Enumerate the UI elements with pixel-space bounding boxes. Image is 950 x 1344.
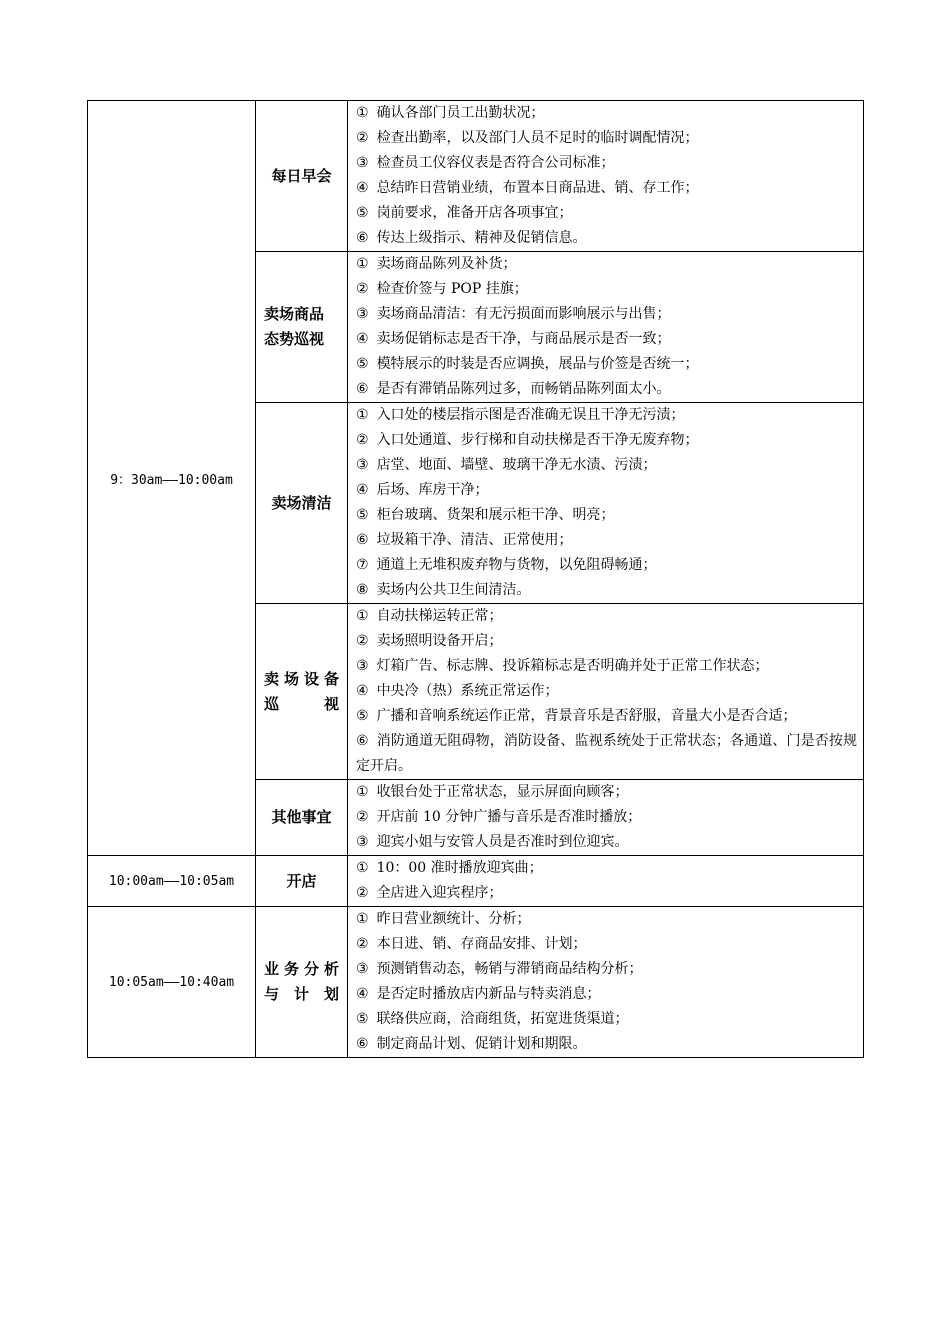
item-text: 卖场商品陈列及补货； [376,256,517,272]
task-name-cell [256,101,348,252]
item-number: ③ [356,457,369,473]
task-detail-cell [348,604,864,780]
detail-item [356,252,857,277]
detail-item [356,729,857,779]
detail-item [356,578,857,603]
task-name-line: 每日早会 [271,166,332,185]
item-number: ④ [356,180,369,196]
detail-item [356,453,857,478]
detail-item [356,428,857,453]
table-row [88,101,864,252]
detail-item [356,327,857,352]
detail-item [356,932,857,957]
task-name-line: 业务分析 [264,960,339,978]
detail-item [356,528,857,553]
item-text: 模特展示的时装是否应调换，展品与价签是否统一； [376,356,699,372]
item-number: ⑥ [356,532,369,548]
item-number: ③ [356,658,369,674]
item-number: ⑤ [356,708,369,724]
task-name-cell [256,403,348,604]
item-number: ④ [356,986,369,1002]
task-name-line: 态势巡视 [264,330,325,348]
item-number: ③ [356,155,369,171]
item-text: 卖场促销标志是否干净，与商品展示是否一致； [376,331,671,347]
detail-item [356,176,857,201]
table-row [88,856,864,907]
task-name-cell [256,604,348,780]
item-number: ⑥ [356,381,369,397]
item-number: ④ [356,331,369,347]
item-text: 中央冷（热）系统正常运作； [376,683,559,699]
detail-item [356,629,857,654]
item-text: 入口处的楼层指示图是否准确无误且干净无污渍； [376,407,685,423]
item-text: 传达上级指示、精神及促销信息。 [376,230,587,246]
item-text: 是否有滞销品陈列过多，而畅销品陈列面太小。 [376,381,671,397]
detail-item [356,126,857,151]
item-number: ② [356,809,369,825]
item-text: 灯箱广告、标志牌、投诉箱标志是否明确并处于正常工作状态； [376,658,769,674]
item-number: ③ [356,306,369,322]
item-text: 昨日营业额统计、分析； [376,911,531,927]
detail-item [356,805,857,830]
detail-item [356,277,857,302]
item-number: ② [356,281,369,297]
item-number: ④ [356,482,369,498]
item-text: 自动扶梯运转正常； [376,608,503,624]
item-text: 制定商品计划、促销计划和期限。 [376,1036,587,1052]
detail-item [356,201,857,226]
item-text: 后场、库房干净； [376,482,489,498]
item-text: 联络供应商，洽商组货，拓宽进货渠道； [376,1011,629,1027]
detail-item [356,377,857,402]
item-text: 消防通道无阻碍物，消防设备、监视系统处于正常状态；各通道、门是否按规定开启。 [356,733,857,774]
item-number: ⑤ [356,205,369,221]
item-number: ② [356,885,369,901]
item-number: ⑤ [356,356,369,372]
task-detail-cell [348,856,864,907]
detail-item [356,957,857,982]
detail-item [356,780,857,805]
item-number: ① [356,407,369,423]
detail-item [356,1032,857,1057]
item-number: ② [356,130,369,146]
item-text: 预测销售动态，畅销与滞销商品结构分析； [376,961,643,977]
time-slot-cell: 10:00am——10:05am [88,856,256,907]
item-text: 卖场商品清洁：有无污损面而影响展示与出售； [376,306,671,322]
item-text: 总结昨日营销业绩，布置本日商品进、销、存工作； [376,180,699,196]
detail-item [356,654,857,679]
item-number: ⑤ [356,1011,369,1027]
item-text: 迎宾小姐与安管人员是否准时到位迎宾。 [376,834,629,850]
detail-item [356,907,857,932]
task-name-cell [256,252,348,403]
item-number: ② [356,432,369,448]
schedule-table [87,100,864,1058]
item-number: ③ [356,834,369,850]
detail-item [356,403,857,428]
item-number: ① [356,105,369,121]
item-number: ④ [356,683,369,699]
detail-item [356,856,857,881]
task-name-cell [256,780,348,856]
detail-item [356,604,857,629]
detail-item [356,302,857,327]
item-number: ① [356,860,369,876]
detail-item [356,226,857,251]
item-text: 开店前 10 分钟广播与音乐是否准时播放； [376,809,642,825]
item-number: ⑤ [356,507,369,523]
task-name-line: 卖场商品 [264,305,325,323]
item-text: 是否定时播放店内新品与特卖消息； [376,986,601,1002]
item-number: ③ [356,961,369,977]
detail-item [356,830,857,855]
item-text: 收银台处于正常状态，显示屏面向顾客； [376,784,629,800]
item-number: ⑧ [356,582,369,598]
item-number: ⑥ [356,230,369,246]
table-row [88,907,864,1058]
item-text: 检查价签与 POP 挂旗； [376,281,528,297]
item-text: 全店进入迎宾程序； [376,885,503,901]
item-text: 柜台玻璃、货架和展示柜干净、明亮； [376,507,615,523]
task-name-line: 与计划 [264,985,339,1003]
schedule-body [88,101,864,1058]
task-detail-cell [348,907,864,1058]
item-number: ⑥ [356,733,369,749]
item-text: 确认各部门员工出勤状况； [376,105,545,121]
detail-item [356,679,857,704]
item-text: 卖场照明设备开启； [376,633,503,649]
item-number: ① [356,256,369,272]
task-name-line: 卖场设备 [264,669,339,688]
detail-item [356,101,857,126]
item-number: ① [356,784,369,800]
item-text: 10：00 准时播放迎宾曲； [376,860,543,876]
detail-item [356,478,857,503]
item-text: 广播和音响系统运作正常，背景音乐是否舒服，音量大小是否合适； [376,708,797,724]
item-text: 检查出勤率，以及部门人员不足时的临时调配情况； [376,130,699,146]
detail-item [356,352,857,377]
task-name-line: 卖场清洁 [271,493,332,512]
time-slot-cell: 10:05am——10:40am [88,907,256,1058]
item-text: 岗前要求，准备开店各项事宜； [376,205,573,221]
task-name-line: 开店 [286,871,317,890]
task-name-line: 巡视 [264,694,339,713]
task-name-cell [256,907,348,1058]
item-text: 本日进、销、存商品安排、计划； [376,936,587,952]
detail-item [356,553,857,578]
detail-item [356,1007,857,1032]
item-text: 入口处通道、步行梯和自动扶梯是否干净无废弃物； [376,432,699,448]
item-number: ① [356,911,369,927]
item-text: 卖场内公共卫生间清洁。 [376,582,531,598]
detail-item [356,704,857,729]
item-number: ① [356,608,369,624]
task-detail-cell [348,101,864,252]
task-name-cell [256,856,348,907]
detail-item [356,151,857,176]
detail-item [356,881,857,906]
detail-item [356,503,857,528]
item-text: 检查员工仪容仪表是否符合公司标准； [376,155,615,171]
item-number: ⑦ [356,557,369,573]
task-detail-cell [348,780,864,856]
item-text: 垃圾箱干净、清洁、正常使用； [376,532,573,548]
item-text: 店堂、地面、墙壁、玻璃干净无水渍、污渍； [376,457,657,473]
task-detail-cell [348,252,864,403]
item-text: 通道上无堆积废弃物与货物，以免阻碍畅通； [376,557,657,573]
item-number: ⑥ [356,1036,369,1052]
detail-item [356,982,857,1007]
task-name-line: 其他事宜 [271,808,332,826]
item-number: ② [356,936,369,952]
task-detail-cell [348,403,864,604]
time-slot-cell: 9：30am——10:00am [88,101,256,856]
item-number: ② [356,633,369,649]
